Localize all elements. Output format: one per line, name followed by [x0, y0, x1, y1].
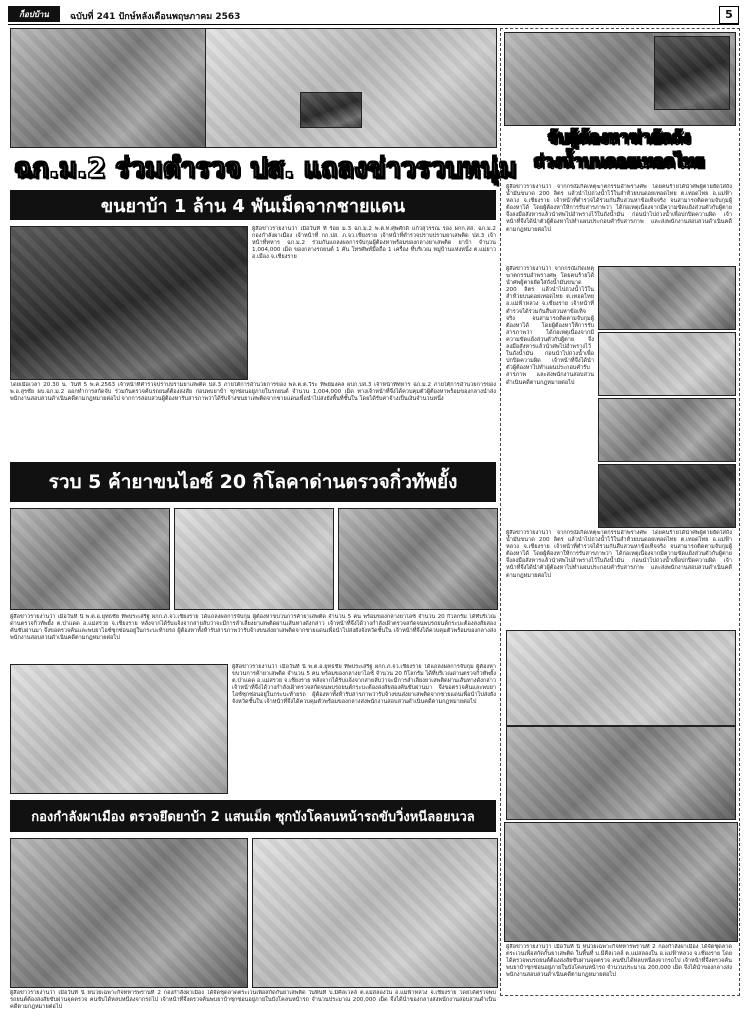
side-story-body-bottom: ผู้สื่อข่าวรายงานว่า จากกรณีเกิดเหตุฆาตกรรมอำพรางศพ โดยคนร้ายได้นำศพผู้ตายยัดใส่ถังน้ำมันขนาด 200 ลิตร แล้วนำไปถ่วงน้ำไว้ในลำห้วยบนดอยเทอดไทย ต.เทอดไทย อ.แม่ฟ้าหลวง จ.เชียงราย เจ้าหน้าที่ตำรวจได้ร่วมกันสืบสวนหาข้อเท็จจริง จนสามารถติดตามจับกุมผู้ต้องหาได้ โดยผู้ต้องหาให้การรับสารภาพว่า ได้ก่อเหตุเนื่องจากมีความขัดแย้งส่วนตัวกับผู้ตาย จึงลงมือสังหารแล้วนำศพไปอำพรางไว้ในถังน้ำมัน ก่อนนำไปถ่วงน้ำเพื่อปกปิดความผิด เจ้าหน้าที่จึงได้นำตัวผู้ต้องหาไปทำแผนประกอบคำรับสารภาพ และส่งพนักงานสอบสวนดำเนินคดีตามกฎหมายต่อไป: [506, 530, 732, 579]
side-story-headline: [504, 126, 734, 180]
top-story-headline: ฉก.ม.2 ร่วมตำรวจ ปส. แถลงข่าวรวบหนุ่ม: [14, 153, 517, 184]
suspect-escort-photo: [506, 726, 736, 820]
story-two-body-column: ผู้สื่อข่าวรายงานว่า เมื่อวันที่ นี้ พ.ต.อ.ยุทธชัย ทิพประเสริฐ ผกก.ภ.จว.เชียงราย ได้แถลงผลการจับกุม ผู้ต้องหาขบวนการค้ายาเสพติด จำนวน 5 คน พร้อมของกลางยาไอซ์ จำนวน 20 กิโลกรัม ได้ที่บริเวณด่านตรวจกิ่วทัพยั้ง ต.ป่าแดด อ.แม่สรวย จ.เชียงราย หลังจากได้รับแจ้งจากสายลับว่าจะมีการลำเลียงยาเสพติดผ่านเส้นทางดังกล่าว เจ้าหน้าที่จึงได้วางกำลังเฝ้าตรวจสกัดจนพบรถยนต์กระบะต้องสงสัยสองคันขับผ่านมา จึงขอตรวจค้นและพบยาไอซ์ซุกซ่อนอยู่ในกระบะท้ายรถ ผู้ต้องหาทั้งห้ารับสารภาพว่ารับจ้างขนส่งยาเสพติดจากชายแดนเพื่อนำไปส่งยังจังหวัดชั้นใน เจ้าหน้าที่จึงได้ควบคุมตัวพร้อมของกลางส่งพนักงานสอบสวนดำเนินคดีตามกฎหมายต่อไป: [232, 664, 496, 706]
car-trunk-photo: [10, 226, 248, 380]
investigation-scene-photo-3: [598, 398, 736, 462]
top-story-body: โดยเมื่อเวลา 20.30 น. วันที่ 5 พ.ค.2563 เจ้าหน้าที่ตำรวจปราบปรามยาเสพติด ปส.3 ภายใต้การอำนวยการของ พล.ต.ต.วีระ ทิพย์มงคล ผบก.ปส.3 เจ้าหน้าที่ทหาร ฉก.ม.2 ภายใต้การอำนวยการของ พ.อ.สุรชัย ผบ.ฉก.ม.2 ออกทำการสกัดจับ ร่วมกันตรวจค้นรถยนต์ต้องสงสัย ก่อนพบยาบ้า ซุกซ่อนอยู่ภายในรถยนต์ จำนวน 1,004,000 เม็ด ทางเจ้าหน้าที่จึงได้ควบคุมตัวผู้ต้องหาพร้อมของกลางนำส่งพนักงานสอบสวนดำเนินคดีตามกฎหมายต่อไป จากการสอบสวนผู้ต้องหารับสารภาพว่าได้รับจ้างขนยาเสพติดจากชายแดนเพื่อนำไปส่งยังพื้นที่ชั้นใน โดยได้รับค่าจ้างเป็นเงินจำนวนหนึ่ง: [10, 382, 496, 403]
officers-inspection-photo: [10, 838, 248, 988]
masthead-logo: ก็อปบ้าน: [8, 6, 60, 22]
barrel-inset-photo: [654, 36, 730, 110]
side-story-headline-line2: ถ่วงน้ำบนดอยเทอดไทย: [533, 152, 705, 172]
reenactment-photo: [506, 630, 736, 726]
story-three-body: ผู้สื่อข่าวรายงานว่า เมื่อวันที่ นี้ หน่วยเฉพาะกิจทหารพรานที่ 2 กองกำลังผาเมือง ได้จัดชุดลาดตระเวนเพื่อสกัดกั้นยาเสพติด ในพื้นที่ บ.มีคีลเวลล์ ต.แม่สลองใน อ.แม่ฟ้าหลวง จ.เชียงราย โดยได้ตรวจพบรถยนต์ต้องสงสัยขับผ่านจุดตรวจ คนขับได้หลบหนีลงจากรถไป เจ้าหน้าที่จึงตรวจค้นพบยาบ้าซุกซ่อนอยู่ภายในบังโคลนหน้ารถ จำนวนประมาณ 200,000 เม็ด จึงได้นำของกลางส่งพนักงานสอบสวนดำเนินคดีตามกฎหมายต่อไป: [10, 990, 496, 1011]
seized-pills-photo: [252, 838, 498, 988]
checkpoint-photo: [174, 508, 334, 610]
soldiers-vehicle-photo: [504, 822, 738, 942]
side-story-body-top: ผู้สื่อข่าวรายงานว่า จากกรณีเกิดเหตุฆาตกรรมอำพรางศพ โดยคนร้ายได้นำศพผู้ตายยัดใส่ถังน้ำมันขนาด 200 ลิตร แล้วนำไปถ่วงน้ำไว้ในลำห้วยบนดอยเทอดไทย ต.เทอดไทย อ.แม่ฟ้าหลวง จ.เชียงราย เจ้าหน้าที่ตำรวจได้ร่วมกันสืบสวนหาข้อเท็จจริง จนสามารถติดตามจับกุมผู้ต้องหาได้ โดยผู้ต้องหาให้การรับสารภาพว่า ได้ก่อเหตุเนื่องจากมีความขัดแย้งส่วนตัวกับผู้ตาย จึงลงมือสังหารแล้วนำศพไปอำพรางไว้ในถังน้ำมัน ก่อนนำไปถ่วงน้ำเพื่อปกปิดความผิด เจ้าหน้าที่จึงได้นำตัวผู้ต้องหาไปทำแผนประกอบคำรับสารภาพ และส่งพนักงานสอบสวนดำเนินคดีตามกฎหมายต่อไป: [506, 184, 732, 233]
top-story-body-column: ผู้สื่อข่าวรายงานว่า เมื่อวันที่ ที่ ร้อย ม.3 ฉก.ม.2 พ.ต.ท.ศุพศักดิ์ แก้วสุวรรณ รอง ผกก.สส. ฉก.ม.2 กองกำลังผาเมือง เจ้าหน้าที่ กก.ปส. ภ.จว.เชียงราย เจ้าหน้าที่ตำรวจปราบปรามยาเสพติด ปส.3 เจ้าหน้าที่ทหาร ฉก.ม.2 ร่วมกันแถลงผลการจับกุมผู้ต้องหาพร้อมของกลางยาเสพติด ยาบ้า จำนวน 1,004,000 เม็ด ของกลางรถยนต์ 1 คัน โทรศัพท์มือถือ 1 เครื่อง ที่บริเวณ หมู่บ้านแห่งหนึ่ง ต.แม่ยาว อ.เมือง จ.เชียงราย: [252, 226, 496, 261]
masthead-bar: [8, 6, 739, 25]
drug-packets-inset-photo: [300, 92, 362, 128]
side-story-headline-line1: จับผู้ต้องหาฆ่ายัดถัง: [547, 128, 691, 148]
page-number: 5: [719, 6, 739, 24]
press-conference-photo: [10, 28, 207, 148]
story-three-headline: กองกำลังผาเมือง ตรวจยึดยาบ้า 2 แสนเม็ด ซุกบังโคลนหน้ารถขับวิ่งหนีลอยนวล: [10, 800, 496, 832]
seized-drugs-photo: [205, 28, 497, 148]
story-two-body-top: ผู้สื่อข่าวรายงานว่า เมื่อวันที่ นี้ พ.ต.อ.ยุทธชัย ทิพประเสริฐ ผกก.ภ.จว.เชียงราย ได้แถลงผลการจับกุม ผู้ต้องหาขบวนการค้ายาเสพติด จำนวน 5 คน พร้อมของกลางยาไอซ์ จำนวน 20 กิโลกรัม ได้ที่บริเวณด่านตรวจกิ่วทัพยั้ง ต.ป่าแดด อ.แม่สรวย จ.เชียงราย หลังจากได้รับแจ้งจากสายลับว่าจะมีการลำเลียงยาเสพติดผ่านเส้นทางดังกล่าว เจ้าหน้าที่จึงได้วางกำลังเฝ้าตรวจสกัดจนพบรถยนต์กระบะต้องสงสัยสองคันขับผ่านมา จึงขอตรวจค้นและพบยาไอซ์ซุกซ่อนอยู่ในกระบะท้ายรถ ผู้ต้องหาทั้งห้ารับสารภาพว่ารับจ้างขนส่งยาเสพติดจากชายแดนเพื่อนำไปส่งยังจังหวัดชั้นใน เจ้าหน้าที่จึงได้ควบคุมตัวพร้อมของกลางส่งพนักงานสอบสวนดำเนินคดีตามกฎหมายต่อไป: [10, 614, 496, 642]
investigation-scene-photo-4: [598, 464, 736, 528]
investigation-scene-photo-2: [598, 332, 736, 396]
issue-line: ฉบับที่ 241 ปักษ์หลังเดือนพฤษภาคม 2563: [70, 12, 241, 22]
top-story-subheadline: ขนยาบ้า 1 ล้าน 4 พันเม็ดจากชายแดน: [10, 190, 496, 220]
investigation-scene-photo-1: [598, 266, 736, 330]
side-story-caption: ผู้สื่อข่าวรายงานว่า เมื่อวันที่ นี้ หน่วยเฉพาะกิจทหารพรานที่ 2 กองกำลังผาเมือง ได้จัดชุดลาดตระเวนเพื่อสกัดกั้นยาเสพติด ในพื้นที่ บ.มีคีลเวลล์ ต.แม่สลองใน อ.แม่ฟ้าหลวง จ.เชียงราย โดยได้ตรวจพบรถยนต์ต้องสงสัยขับผ่านจุดตรวจ คนขับได้หลบหนีลงจากรถไป เจ้าหน้าที่จึงตรวจค้นพบยาบ้าซุกซ่อนอยู่ภายในบังโคลนหน้ารถ จำนวนประมาณ 200,000 เม็ด จึงได้นำของกลางส่งพนักงานสอบสวนดำเนินคดีตามกฎหมายต่อไป: [506, 944, 732, 979]
suspects-lineup-photo: [10, 508, 170, 610]
pickup-truck-photo: [10, 664, 228, 794]
side-story-body-column: ผู้สื่อข่าวรายงานว่า จากกรณีเกิดเหตุฆาตกรรมอำพรางศพ โดยคนร้ายได้นำศพผู้ตายยัดใส่ถังน้ำมันขนาด 200 ลิตร แล้วนำไปถ่วงน้ำไว้ในลำห้วยบนดอยเทอดไทย ต.เทอดไทย อ.แม่ฟ้าหลวง จ.เชียงราย เจ้าหน้าที่ตำรวจได้ร่วมกันสืบสวนหาข้อเท็จจริง จนสามารถติดตามจับกุมผู้ต้องหาได้ โดยผู้ต้องหาให้การรับสารภาพว่า ได้ก่อเหตุเนื่องจากมีความขัดแย้งส่วนตัวกับผู้ตาย จึงลงมือสังหารแล้วนำศพไปอำพรางไว้ในถังน้ำมัน ก่อนนำไปถ่วงน้ำเพื่อปกปิดความผิด เจ้าหน้าที่จึงได้นำตัวผู้ต้องหาไปทำแผนประกอบคำรับสารภาพ และส่งพนักงานสอบสวนดำเนินคดีตามกฎหมายต่อไป: [506, 266, 594, 386]
story-two-headline: รวบ 5 ค้ายาขนไอซ์ 20 กิโลคาด่านตรวจกิ่วทัพยั้ง: [10, 462, 496, 502]
seized-ice-boxes-photo: [338, 508, 498, 610]
